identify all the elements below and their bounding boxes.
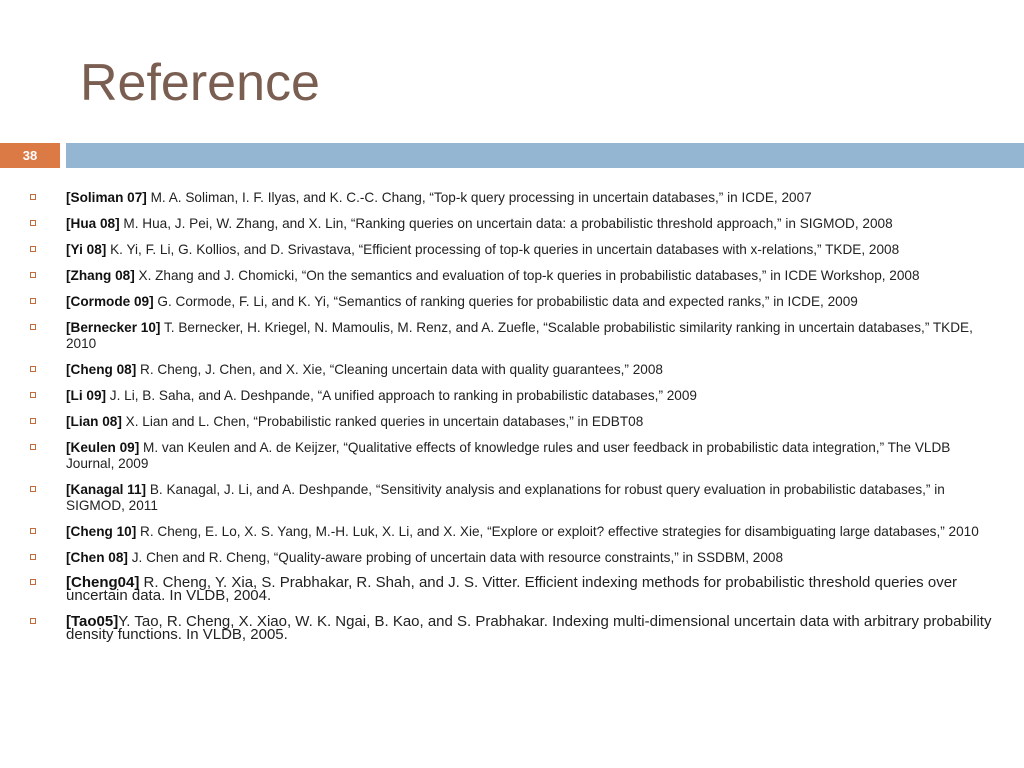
reference-text: X. Lian and L. Chen, “Probabilistic ranked queries in uncertain databases,” in EDBT08 — [121, 414, 644, 429]
reference-list — [0, 190, 1024, 654]
reference-tag: [Hua 08] — [66, 216, 120, 231]
reference-tag: [Cheng04] — [66, 574, 140, 591]
reference-tag: [Cheng 10] — [66, 524, 137, 539]
reference-tag: [Chen 08] — [66, 550, 128, 565]
reference-tag: [Cormode 09] — [66, 294, 154, 309]
reference-text: J. Chen and R. Cheng, “Quality-aware probing of uncertain data with resource constraints,” in SSDBM, 2008 — [127, 550, 784, 565]
square-bullet-icon — [30, 324, 36, 330]
reference-item — [0, 576, 1024, 602]
square-bullet-icon — [30, 220, 36, 226]
reference-tag: [Li 09] — [66, 388, 107, 403]
reference-text: M. Hua, J. Pei, W. Zhang, and X. Lin, “Ranking queries on uncertain data: a probabilistic threshold approach,” in SIGMOD, 2008 — [119, 216, 893, 231]
reference-item — [0, 440, 1024, 472]
reference-text: J. Li, B. Saha, and A. Deshpande, “A unified approach to ranking in probabilistic databases,” 2009 — [106, 388, 697, 403]
square-bullet-icon — [30, 528, 36, 534]
reference-item — [0, 550, 1024, 566]
reference-tag: [Tao05] — [66, 613, 119, 630]
reference-text: X. Zhang and J. Chomicki, “On the semantics and evaluation of top-k queries in probabilistic databases,” in ICDE Workshop, 2008 — [134, 268, 920, 283]
square-bullet-icon — [30, 444, 36, 450]
reference-text: R. Cheng, E. Lo, X. S. Yang, M.-H. Luk, X. Li, and X. Xie, “Explore or exploit? effective strategies for disambiguating large databases,” 2010 — [136, 524, 979, 539]
square-bullet-icon — [30, 246, 36, 252]
square-bullet-icon — [30, 272, 36, 278]
reference-item — [0, 320, 1024, 352]
reference-text: B. Kanagal, J. Li, and A. Deshpande, “Sensitivity analysis and explanations for robust query evaluation in probabilistic databases,” in SIGMOD, 2011 — [66, 482, 945, 513]
reference-text: R. Cheng, J. Chen, and X. Xie, “Cleaning uncertain data with quality guarantees,” 2008 — [136, 362, 663, 377]
slide-title: Reference — [80, 54, 320, 112]
square-bullet-icon — [30, 486, 36, 492]
reference-text: Y. Tao, R. Cheng, X. Xiao, W. K. Ngai, B. Kao, and S. Prabhakar. Indexing multi-dimensional uncertain data with arbitrary probability density functions. In VLDB, 2005. — [66, 613, 992, 643]
reference-tag: [Keulen 09] — [66, 440, 140, 455]
reference-tag: [Bernecker 10] — [66, 320, 161, 335]
reference-tag: [Yi 08] — [66, 242, 107, 257]
reference-item — [0, 362, 1024, 378]
reference-text: K. Yi, F. Li, G. Kollios, and D. Srivastava, “Efficient processing of top-k queries in uncertain databases with x-relations,” TKDE, 2008 — [106, 242, 900, 257]
reference-item — [0, 615, 1024, 641]
square-bullet-icon — [30, 366, 36, 372]
reference-tag: [Kanagal 11] — [66, 482, 147, 497]
reference-text: T. Bernecker, H. Kriegel, N. Mamoulis, M. Renz, and A. Zuefle, “Scalable probabilistic similarity ranking in uncertain databases,” TKDE, 2010 — [66, 320, 973, 351]
reference-text: M. A. Soliman, I. F. Ilyas, and K. C.-C. Chang, “Top-k query processing in uncertain databases,” in ICDE, 2007 — [146, 190, 812, 205]
slide-number: 38 — [0, 143, 60, 168]
square-bullet-icon — [30, 618, 36, 624]
header-bar — [66, 143, 1024, 168]
reference-tag: [Zhang 08] — [66, 268, 135, 283]
square-bullet-icon — [30, 554, 36, 560]
square-bullet-icon — [30, 392, 36, 398]
reference-item — [0, 482, 1024, 514]
reference-item — [0, 414, 1024, 430]
reference-item — [0, 268, 1024, 284]
square-bullet-icon — [30, 298, 36, 304]
reference-item — [0, 294, 1024, 310]
square-bullet-icon — [30, 579, 36, 585]
square-bullet-icon — [30, 194, 36, 200]
reference-text: M. van Keulen and A. de Keijzer, “Qualitative effects of knowledge rules and user feedback in probabilistic data integration,” The VLDB Journal, 2009 — [66, 440, 951, 471]
reference-text: G. Cormode, F. Li, and K. Yi, “Semantics of ranking queries for probabilistic data and expected ranks,” in ICDE, 2009 — [153, 294, 858, 309]
square-bullet-icon — [30, 418, 36, 424]
reference-item — [0, 524, 1024, 540]
reference-text: R. Cheng, Y. Xia, S. Prabhakar, R. Shah, and J. S. Vitter. Efficient indexing methods for probabilistic threshold queries over uncertain data. In VLDB, 2004. — [66, 574, 958, 604]
reference-tag: [Cheng 08] — [66, 362, 137, 377]
reference-item — [0, 388, 1024, 404]
reference-item — [0, 242, 1024, 258]
reference-item — [0, 190, 1024, 206]
reference-item — [0, 216, 1024, 232]
reference-tag: [Lian 08] — [66, 414, 122, 429]
reference-tag: [Soliman 07] — [66, 190, 147, 205]
